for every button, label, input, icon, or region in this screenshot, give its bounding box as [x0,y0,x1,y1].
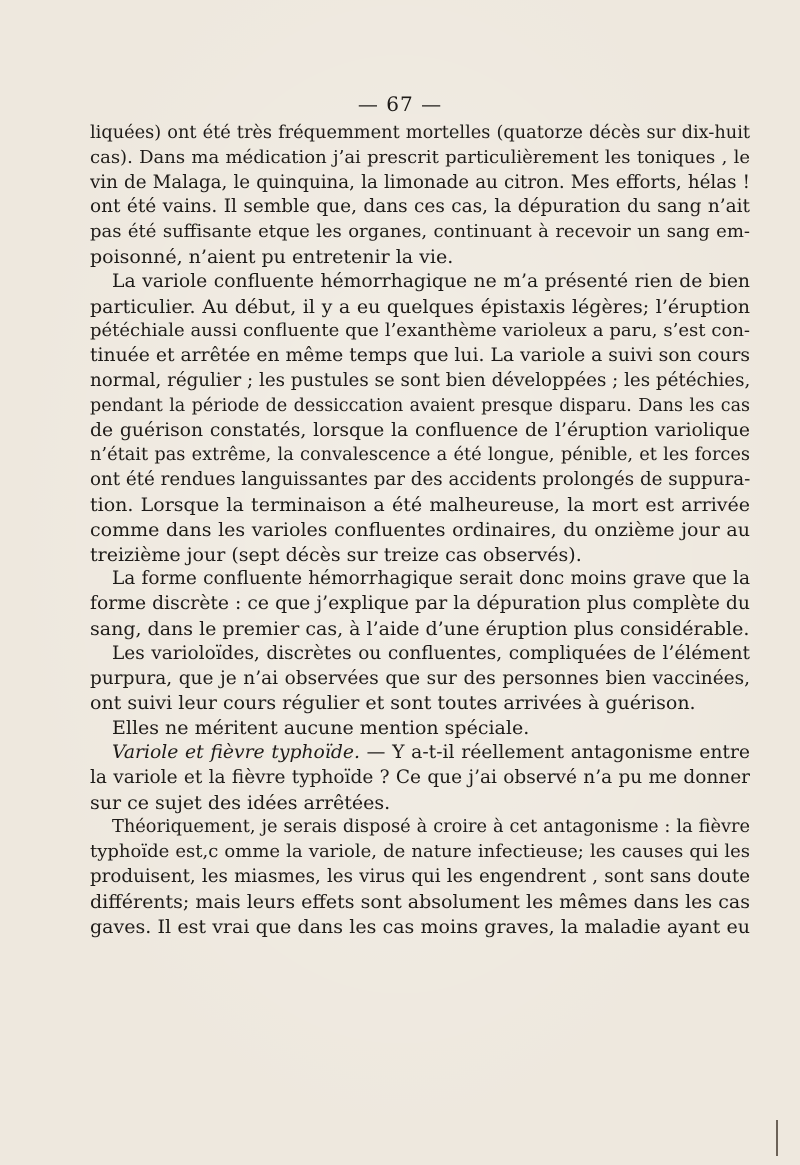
text-line: ont suivi leur cours régulier et sont toutes arrivées à guérison. [90,692,696,715]
text-line: tion. Lorsque la terminaison a été malheureuse, la mort est arrivée [90,493,750,516]
page-edge-mark [776,1120,778,1156]
line-text: — Y a-t-il réellement antagonisme entre [359,741,750,763]
text-line: poisonné, n’aient pu entretenir la vie. [90,245,454,268]
text-line [90,741,750,766]
text-line: purpura, que je n’ai observées que sur des personnes bien vaccinées, [90,667,750,689]
text-line: produisent, les miasmes, les virus qui les engendrent , sont sans doute [90,865,750,887]
text-line: tinuée et arrêtée en même temps que lui. La variole a suivi son cours [90,345,750,367]
text-line: de guérison constatés, lorsque la confluence de l’éruption variolique [90,419,750,441]
text-line: cas). Dans ma médication j’ai prescrit particulièrement les toniques , le [90,146,750,168]
text-line: différents; mais leurs effets sont absolument les mêmes dans les cas [90,890,750,913]
page-number: — 67 — [357,92,443,116]
section-heading: Variole et fièvre typhoïde. [112,741,360,763]
text-line: treizième jour (sept décès sur treize cas observés). [90,543,582,566]
text-line: sur ce sujet des idées arrêtées. [90,791,391,814]
text-line: liquées) ont été très fréquemment mortelles (quatorze décès sur dix-huit [90,123,750,143]
text-line: particulier. Au début, il y a eu quelques épistaxis légères; l’éruption [90,295,750,318]
text-line: normal, régulier ; les pustules se sont bien développées ; les pétéchies, [90,369,750,391]
text-line: gaves. Il est vrai que dans les cas moins graves, la maladie ayant eu [90,915,750,938]
body-text [90,121,750,939]
text-line: La variole confluente hémorrhagique ne m’a présenté rien de bien [112,270,750,292]
text-line: sang, dans le premier cas, à l’aide d’une éruption plus considérable. [90,617,750,640]
text-line: Elles ne méritent aucune mention spéciale. [112,717,530,740]
text-line: Théoriquement, je serais disposé à croire à cet antagonisme : la fièvre [112,817,750,838]
text-line: forme discrète : ce que j’explique par la dépuration plus complète du [90,593,750,615]
text-line: ont été vains. Il semble que, dans ces cas, la dépuration du sang n’ait [90,196,750,218]
text-line: ont été rendues languissantes par des accidents prolongés de suppura- [90,469,750,491]
text-line: pendant la période de dessiccation avaient presque disparu. Dans les cas [90,395,750,416]
text-line: La forme confluente hémorrhagique serait donc moins grave que la [112,568,750,590]
text-line: Les varioloïdes, discrètes ou confluentes, compliquées de l’élément [112,642,750,664]
text-line: la variole et la fièvre typhoïde ? Ce que j’ai observé n’a pu me donner [90,766,750,788]
text-line: pétéchiale aussi confluente que l’exanthème varioleux a paru, s’est con- [90,320,750,342]
text-line: pas été suffisante etque les organes, continuant à recevoir un sang em- [90,221,750,243]
text-line: comme dans les varioles confluentes ordinaires, du onzième jour au [90,518,750,541]
text-line: vin de Malaga, le quinquina, la limonade au citron. Mes efforts, hélas ! [90,171,750,193]
text-line: typhoïde est,c omme la variole, de nature infectieuse; les causes qui les [90,841,750,863]
text-line: n’était pas extrême, la convalescence a été longue, pénible, et les forces [90,445,750,466]
